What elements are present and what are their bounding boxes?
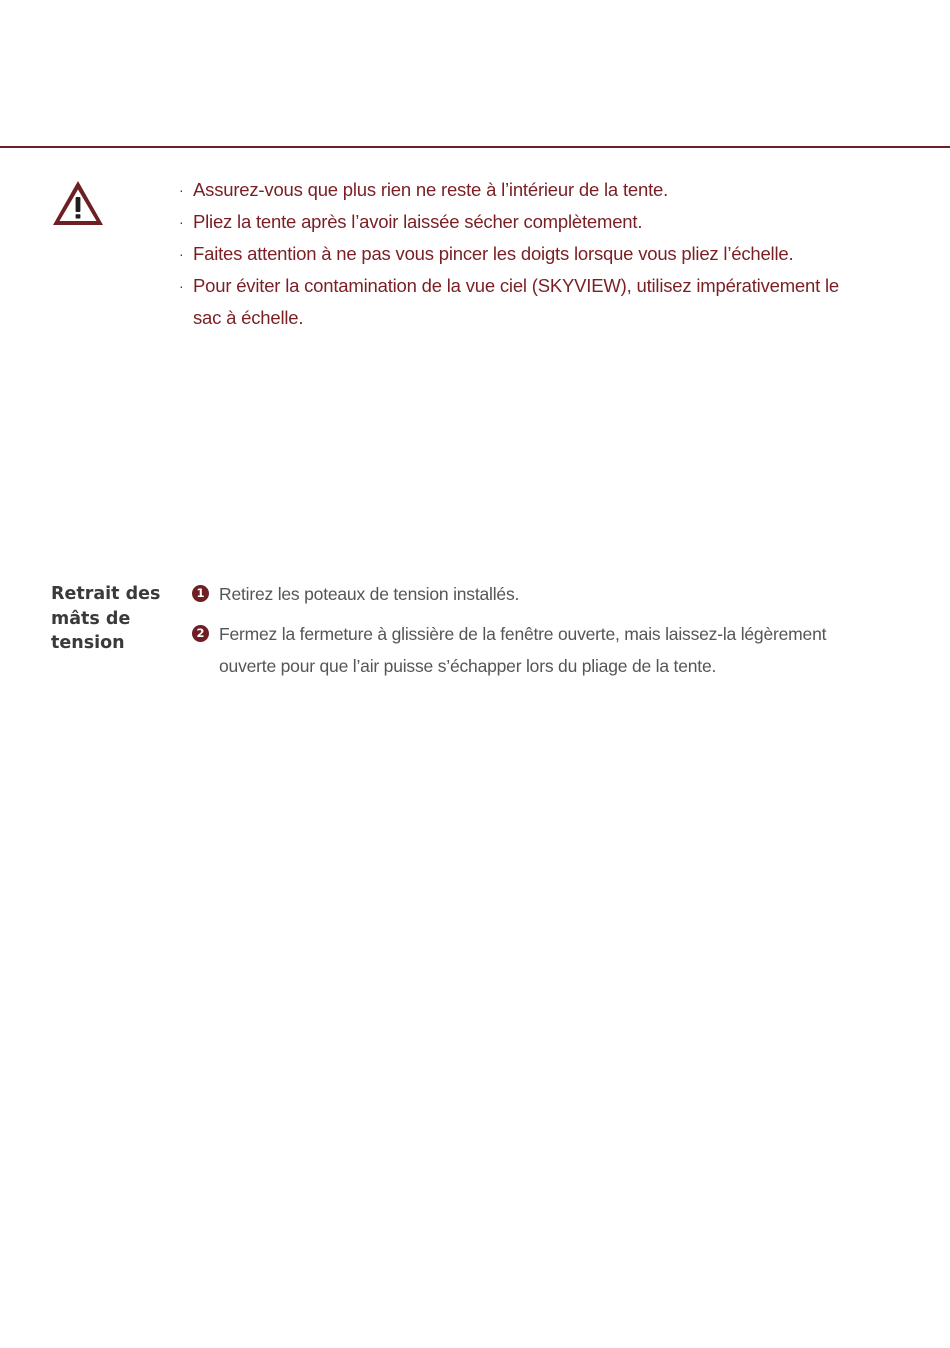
- section-title: Retrait des mâts de tension: [51, 584, 161, 653]
- warning-triangle-icon: [50, 178, 106, 228]
- warning-item: [178, 206, 858, 238]
- warning-item-text: Pour éviter la contamination de la vue ciel (SKYVIEW), utilisez impérativement le sac à échelle.: [193, 275, 839, 328]
- step-item: [192, 578, 852, 610]
- warning-item-text: Pliez la tente après l’avoir laissée sécher complètement.: [193, 211, 643, 232]
- step-list: [192, 578, 852, 690]
- bullet-dot: ·: [179, 278, 184, 294]
- warning-item-text: Faites attention à ne pas vous pincer les doigts lorsque vous pliez l’échelle.: [193, 243, 794, 264]
- bullet-dot: ·: [179, 214, 184, 230]
- step-text: Retirez les poteaux de tension installés.: [219, 584, 520, 604]
- warning-item-text: Assurez-vous que plus rien ne reste à l’intérieur de la tente.: [193, 179, 669, 200]
- step-text: Fermez la fermeture à glissière de la fenêtre ouverte, mais laissez-la légèrement ouverte pour que l’air puisse s’échapper lors du pliage de la tente.: [219, 624, 827, 676]
- step-number-badge: 2: [192, 625, 209, 642]
- warning-list: [178, 174, 858, 334]
- bullet-dot: ·: [179, 246, 184, 262]
- warning-item: [178, 174, 858, 206]
- warning-item: [178, 270, 858, 334]
- step-number-badge: 1: [192, 585, 209, 602]
- bullet-dot: ·: [179, 182, 184, 198]
- warning-item: [178, 238, 858, 270]
- step-item: [192, 618, 852, 682]
- top-divider: [0, 146, 950, 148]
